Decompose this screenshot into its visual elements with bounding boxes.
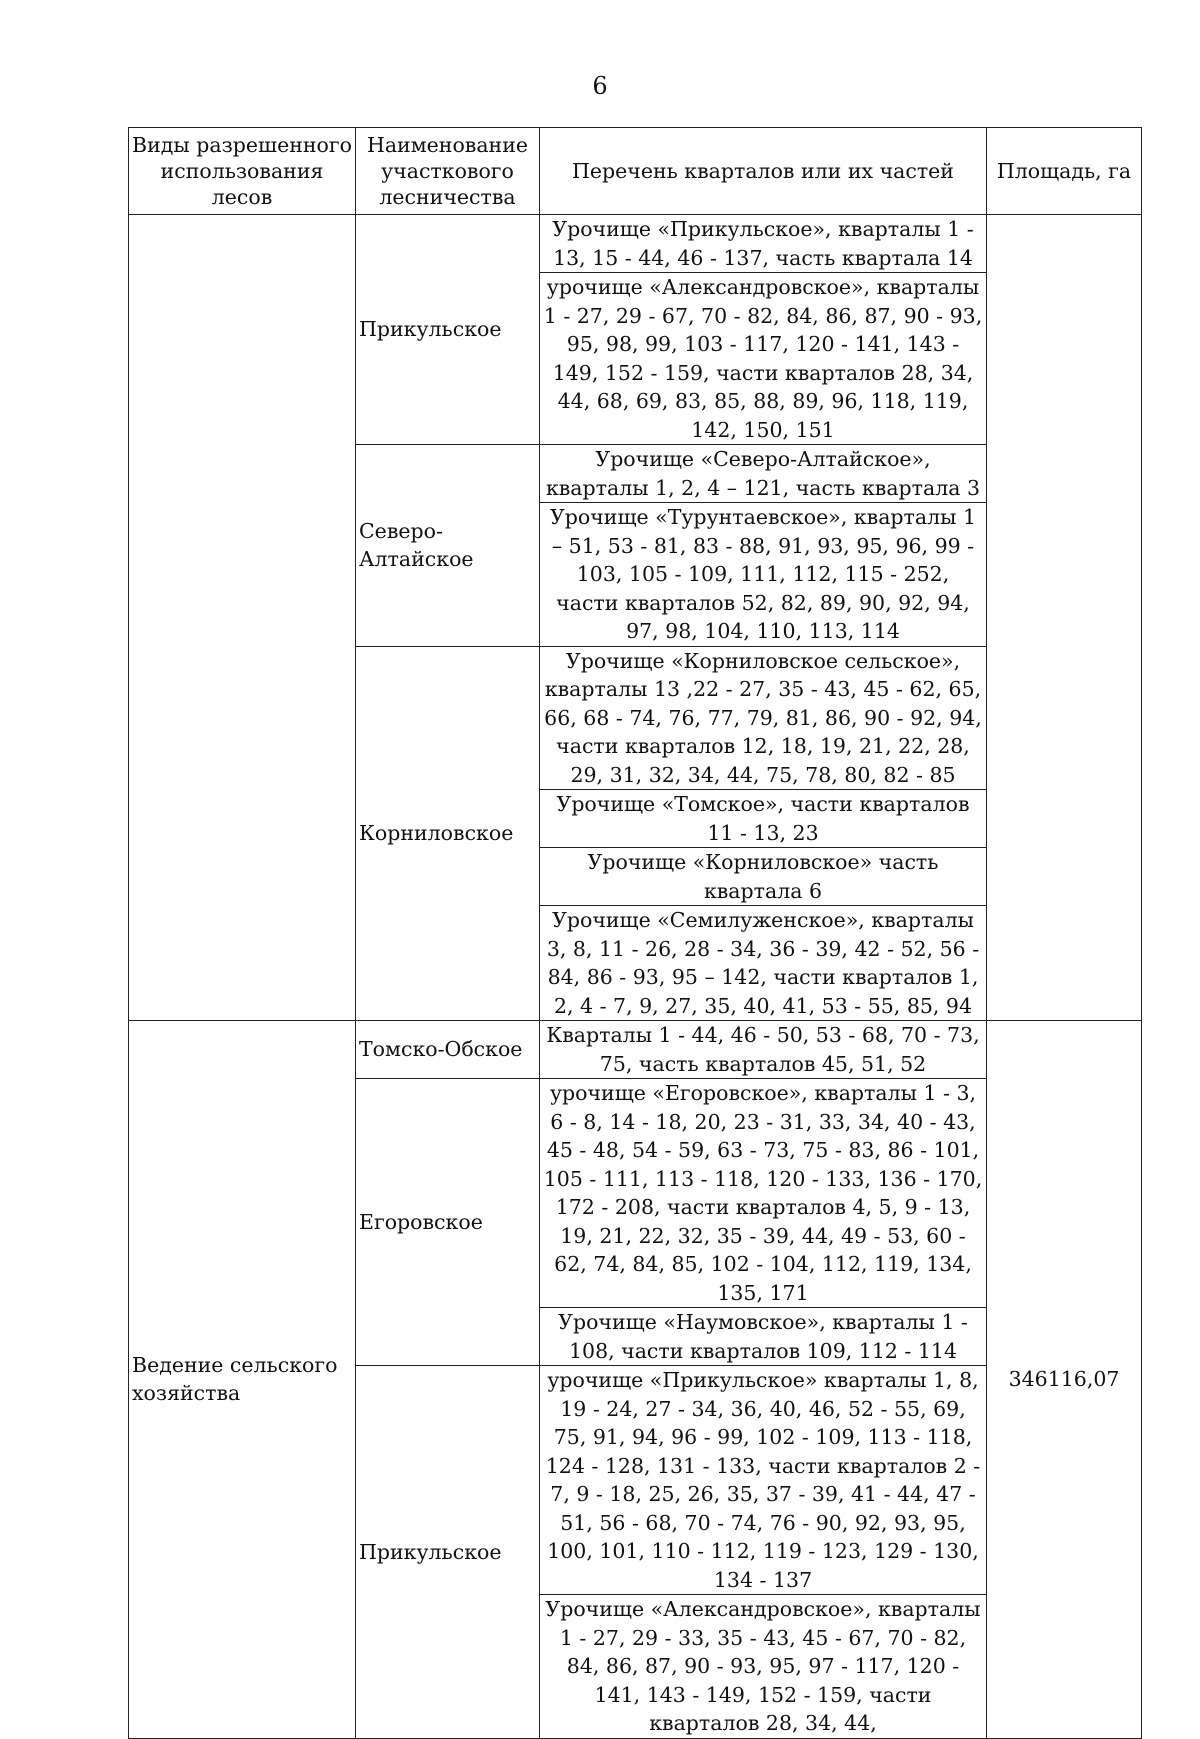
- forestry-name-cell: Северо-Алтайское: [356, 445, 540, 647]
- quarters-cell: урочище «Прикульское» кварталы 1, 8, 19 - 24, 27 - 34, 36, 40, 46, 52 - 55, 69, 75, 91, 94, 96 - 99, 102 - 109, 113 - 118, 124 - 128, 131 - 133, части кварталов 2 - 7, 9 - 18, 25, 26, 35, 37 - 39, 41 - 44, 47 - 51, 56 - 68, 70 - 74, 76 - 90, 92, 93, 95, 100, 101, 110 - 112, 119 - 123, 129 - 130, 134 - 137: [540, 1366, 987, 1595]
- header-quarters-list: Перечень кварталов или их частей: [540, 128, 987, 215]
- forestry-name-cell: Прикульское: [356, 215, 540, 445]
- area-cell: 346116,07: [987, 1021, 1142, 1739]
- quarters-cell: Урочище «Наумовское», кварталы 1 - 108, части кварталов 109, 112 - 114: [540, 1308, 987, 1366]
- header-use-type: Виды разрешенного использования лесов: [129, 128, 356, 215]
- forestry-name-cell: Корниловское: [356, 646, 540, 1021]
- forest-use-table: [128, 127, 1142, 1739]
- quarters-cell: Урочище «Семилуженское», кварталы 3, 8, 11 - 26, 28 - 34, 36 - 39, 42 - 52, 56 - 84, 86 - 93, 95 – 142, части кварталов 1, 2, 4 - 7, 9, 27, 35, 40, 41, 53 - 55, 85, 94: [540, 906, 987, 1021]
- quarters-cell: урочище «Александровское», кварталы 1 - 27, 29 - 67, 70 - 82, 84, 86, 87, 90 - 93, 95, 98, 99, 103 - 117, 120 - 141, 143 - 149, 152 - 159, части кварталов 28, 34, 44, 68, 69, 83, 85, 88, 89, 96, 118, 119, 142, 150, 151: [540, 273, 987, 445]
- area-cell: [987, 215, 1142, 1021]
- forestry-name-cell: Прикульское: [356, 1366, 540, 1739]
- quarters-cell: Урочище «Турунтаевское», кварталы 1 – 51, 53 - 81, 83 - 88, 91, 93, 95, 96, 99 - 103, 105 - 109, 111, 112, 115 - 252, части кварталов 52, 82, 89, 90, 92, 94, 97, 98, 104, 110, 113, 114: [540, 503, 987, 647]
- table-header-row: [129, 128, 1142, 215]
- use-type-cell: [129, 215, 356, 1021]
- quarters-cell: Урочище «Прикульское», кварталы 1 - 13, 15 - 44, 46 - 137, часть квартала 14: [540, 215, 987, 273]
- quarters-cell: Урочище «Александровское», кварталы 1 - 27, 29 - 33, 35 - 43, 45 - 67, 70 - 82, 84, 86, 87, 90 - 93, 95, 97 - 117, 120 - 141, 143 - 149, 152 - 159, части кварталов 28, 34, 44,: [540, 1595, 987, 1739]
- quarters-cell: Урочище «Северо-Алтайское», кварталы 1, 2, 4 – 121, часть квартала 3: [540, 445, 987, 503]
- quarters-cell: Кварталы 1 - 44, 46 - 50, 53 - 68, 70 - 73, 75, часть кварталов 45, 51, 52: [540, 1021, 987, 1079]
- forestry-name-cell: Томско-Обское: [356, 1021, 540, 1079]
- header-forestry-name: Наименование участкового лесничества: [356, 128, 540, 215]
- forestry-name-cell: Егоровское: [356, 1079, 540, 1366]
- quarters-cell: Урочище «Корниловское сельское», кварталы 13 ,22 - 27, 35 - 43, 45 - 62, 65, 66, 68 - 74, 76, 77, 79, 81, 86, 90 - 92, 94, части кварталов 12, 18, 19, 21, 22, 28, 29, 31, 32, 34, 44, 75, 78, 80, 82 - 85: [540, 646, 987, 790]
- table-row: [129, 1021, 1142, 1079]
- quarters-cell: урочище «Егоровское», кварталы 1 - 3, 6 - 8, 14 - 18, 20, 23 - 31, 33, 34, 40 - 43, 45 - 48, 54 - 59, 63 - 73, 75 - 83, 86 - 101, 105 - 111, 113 - 118, 120 - 133, 136 - 170, 172 - 208, части кварталов 4, 5, 9 - 13, 19, 21, 22, 32, 35 - 39, 44, 49 - 53, 60 - 62, 74, 84, 85, 102 - 104, 112, 119, 134, 135, 171: [540, 1079, 987, 1308]
- page-number: 6: [592, 72, 608, 100]
- header-area: Площадь, га: [987, 128, 1142, 215]
- use-type-cell: Ведение сельского хозяйства: [129, 1021, 356, 1739]
- quarters-cell: Урочище «Томское», части кварталов 11 - 13, 23: [540, 790, 987, 848]
- quarters-cell: Урочище «Корниловское» часть квартала 6: [540, 848, 987, 906]
- table-row: [129, 215, 1142, 273]
